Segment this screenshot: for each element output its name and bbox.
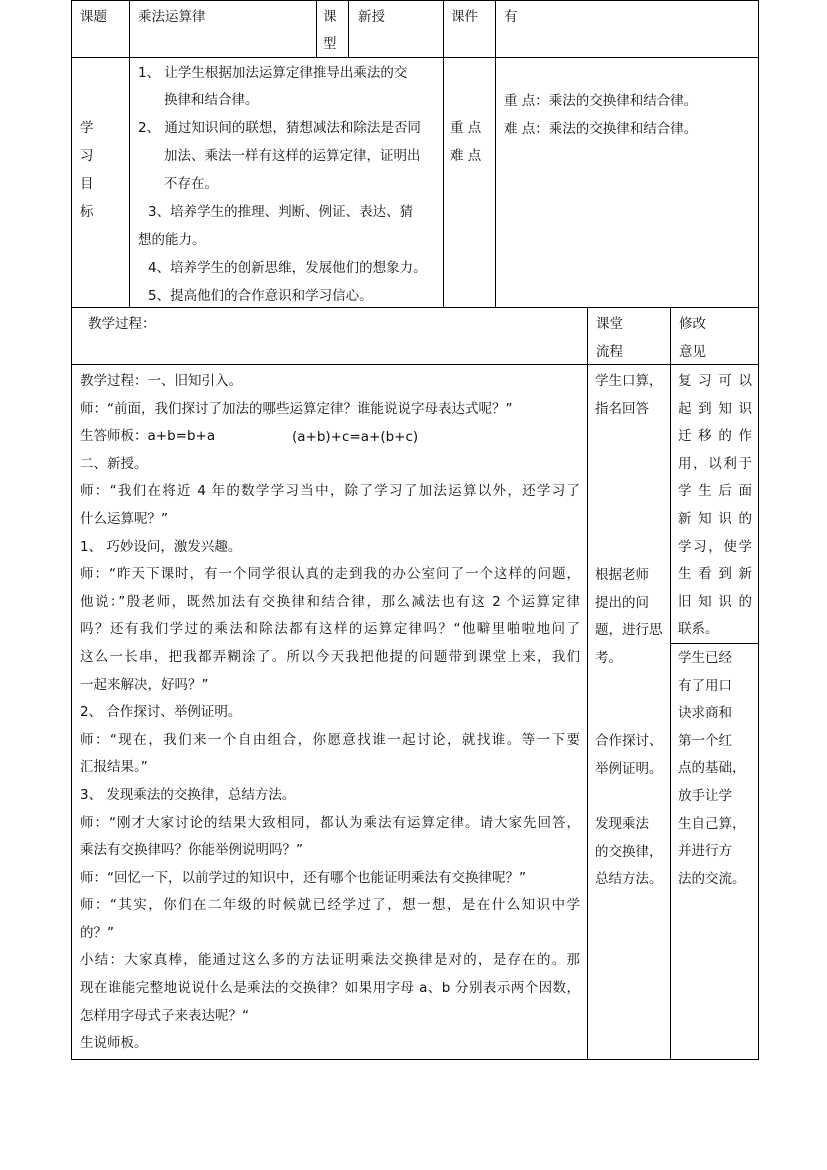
flow-note-b — [595, 562, 663, 672]
revise-note-line: 迁移的作 — [678, 428, 752, 445]
objective-line: 2、 通过知识间的联想，猜想减法和除法是否同 — [138, 120, 421, 136]
objective-line: 加法、乘法一样有这样的运算定律，证明出 — [164, 148, 421, 164]
revise-note-a — [678, 368, 752, 644]
key-label-1: 重 点 — [450, 120, 482, 136]
revise-note-line: 点的基础， — [678, 760, 746, 777]
topic-value: 乘法运算律 — [138, 9, 206, 25]
col-divider-1 — [129, 0, 130, 308]
table-border-right — [758, 0, 759, 1060]
table-border-top — [71, 0, 759, 1]
revise-note-line: 放手让学 — [678, 787, 732, 804]
process-line: 现在谁能完整地说说什么是乘法的交换律？如果用字母 a、b 分别表示两个因数， — [80, 980, 580, 997]
flow-note-line: 提出的问 — [595, 594, 649, 611]
process-line: 教学过程：一、旧知引入。 — [80, 373, 242, 389]
flow-note-a — [595, 368, 663, 423]
flow-note-line: 举例证明。 — [595, 760, 663, 777]
objective-line: 3、培养学生的推理、判断、例证、表达、猜 — [148, 204, 414, 220]
objective-line: 想的能力。 — [138, 232, 206, 248]
key-label-2: 难 点 — [450, 148, 482, 164]
flow-note-line: 题，进行思 — [595, 622, 663, 639]
col-divider-flow — [587, 307, 588, 1060]
process-line: 1、 巧妙设问，激发兴趣。 — [80, 538, 242, 555]
objective-line: 不存在。 — [164, 176, 218, 192]
revise-note-line: 复习可以 — [678, 373, 752, 389]
type-label-2: 型 — [323, 36, 337, 52]
process-line: 这么一长串，把我都弄糊涂了。所以今天我把他提的问题带到课堂上来，我们 — [80, 648, 580, 665]
process-line: 什么运算呢？” — [80, 510, 168, 527]
process-line: 生答师板：a+b=b+a — [80, 428, 216, 445]
type-label-1: 课 — [323, 9, 337, 25]
flow-note-line: 根据老师 — [595, 567, 649, 583]
revise-note-line: 学习，使学 — [678, 538, 752, 555]
courseware-value: 有 — [504, 9, 518, 25]
process-text — [80, 368, 580, 1058]
process-line: 师：“其实，你们在二年级的时候就已经学过了，想一想，是在什么知识中学 — [80, 897, 580, 914]
row-divider-process-header — [71, 364, 759, 365]
process-line: 师：“回忆一下，以前学过的知识中，还有哪个也能证明乘法有交换律呢？” — [80, 869, 526, 886]
process-line: 汇报结果。” — [80, 759, 148, 776]
process-line: 师：“现在，我们来一个自由组合，你愿意找谁一起讨论，就找谁。等一下要 — [80, 731, 580, 748]
objectives-label-char-1: 学 — [80, 120, 94, 136]
revise-header-1: 修改 — [679, 316, 706, 332]
flow-note-c — [595, 728, 663, 783]
process-line: 师：“我们在将近 4 年的数学学习当中，除了学习了加法运算以外，还学习了 — [80, 483, 580, 500]
revise-note-line: 旧知识的 — [678, 593, 752, 610]
process-line: 师：“前面，我们探讨了加法的哪些运算定律？谁能说说字母表达式呢？” — [80, 400, 513, 417]
revise-note-line: 诀求商和 — [678, 705, 732, 722]
flow-note-line: 指名回答 — [595, 400, 649, 417]
flow-note-line: 发现乘法 — [595, 816, 649, 832]
process-line: 师：“刚才大家讨论的结果大致相同，都认为乘法有运算定律。请大家先回答， — [80, 814, 580, 831]
revise-note-line: 生自己算， — [678, 815, 746, 832]
topic-label: 课题 — [80, 9, 107, 25]
objective-line: 1、 让学生根据加法运算定律推导出乘法的交 — [138, 65, 408, 81]
process-line: 一起来解决，好吗？” — [80, 676, 209, 693]
objectives-label-char-3: 目 — [80, 176, 94, 192]
col-divider-2 — [316, 0, 317, 58]
objectives-label-char-4: 标 — [80, 204, 94, 220]
process-line: 他说：”殷老师，既然加法有交换律和结合律，那么减法也有这 2 个运算定律 — [80, 593, 580, 610]
process-line: 2、 合作探讨、举例证明。 — [80, 704, 242, 721]
revise-note-line: 起到知识 — [678, 400, 752, 417]
process-line: 小结：大家真棒，能通过这么多的方法证明乘法交换律是对的，是存在的。那 — [80, 952, 580, 969]
courseware-label: 课件 — [451, 9, 478, 25]
process-line: 3、 发现乘法的交换律，总结方法。 — [80, 786, 296, 803]
revise-note-line: 第一个红 — [678, 732, 732, 749]
row-divider-header — [71, 57, 759, 58]
objective-line: 5、提高他们的合作意识和学习信心。 — [148, 288, 373, 304]
col-divider-4 — [443, 0, 444, 308]
process-line: 二、新授。 — [80, 455, 148, 472]
flow-header-1: 课堂 — [596, 316, 623, 332]
col-divider-5 — [495, 0, 496, 308]
revise-note-line: 联系。 — [678, 621, 719, 638]
revise-note-b — [678, 645, 752, 893]
revise-note-line: 法的交流。 — [678, 870, 746, 887]
revise-note-line: 有了用口 — [678, 677, 732, 694]
flow-note-d — [595, 811, 663, 894]
process-line: 怎样用字母式子来表达呢？“ — [80, 1007, 249, 1024]
process-line: 师：“昨天下课时，有一个同学很认真的走到我的办公室问了一个这样的问题， — [80, 566, 580, 583]
col-divider-revise — [670, 307, 671, 1060]
col-divider-3 — [348, 0, 349, 58]
revise-note-line: 用，以利于 — [678, 455, 752, 472]
revise-note-line: 生看到新 — [678, 566, 752, 583]
revise-note-line: 学生后面 — [678, 483, 752, 500]
type-value: 新授 — [358, 9, 385, 25]
key-point: 重 点：乘法的交换律和结合律。 — [504, 93, 698, 109]
process-title: 教学过程： — [88, 316, 156, 332]
flow-note-line: 总结方法。 — [595, 871, 663, 888]
flow-note-line: 学生口算， — [595, 373, 663, 389]
revise-note-line: 并进行方 — [678, 843, 732, 860]
flow-header-2: 流程 — [596, 344, 623, 360]
difficult-point: 难 点：乘法的交换律和结合律。 — [504, 121, 698, 137]
objective-line: 换律和结合律。 — [164, 92, 259, 108]
flow-note-line: 的交换律， — [595, 843, 663, 860]
formula-associative: (a+b)+c=a+(b+c) — [292, 429, 419, 445]
objectives-label-char-2: 习 — [80, 148, 94, 164]
revise-note-line: 新知识的 — [678, 510, 752, 527]
process-line: 乘法有交换律吗？你能举例说明吗？” — [80, 842, 303, 859]
flow-note-line: 考。 — [595, 649, 622, 666]
table-border-bottom — [71, 1059, 759, 1060]
revise-note-line: 学生已经 — [678, 650, 732, 666]
process-line: 的？” — [80, 924, 114, 941]
process-line: 生说师板。 — [80, 1035, 148, 1052]
process-line: 吗？还有我们学过的乘法和除法都有这样的运算定律吗？“他噼里啪啦地问了 — [80, 621, 580, 638]
table-border-left — [71, 0, 72, 1060]
flow-note-line: 合作探讨、 — [595, 733, 663, 749]
objective-line: 4、培养学生的创新思维，发展他们的想象力。 — [148, 260, 427, 276]
revise-header-2: 意见 — [679, 344, 706, 360]
